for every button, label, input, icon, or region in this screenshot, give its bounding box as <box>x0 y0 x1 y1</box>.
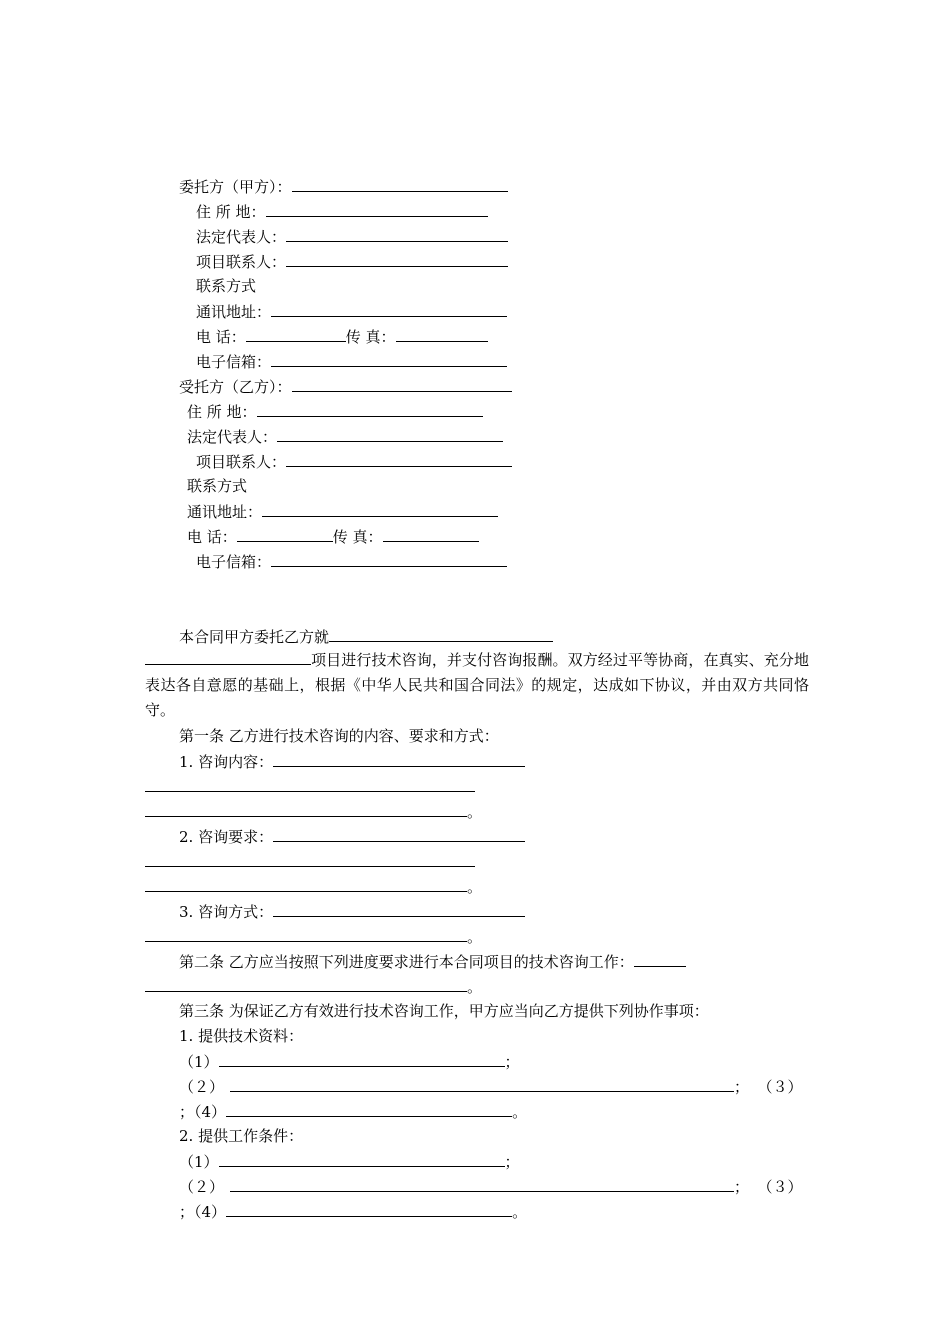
party-b-title: 受托方（乙方）： <box>179 376 512 396</box>
article-3-heading: 第三条 为保证乙方有效进行技术咨询工作，甲方应当向乙方提供下列协作事项： <box>179 1002 709 1020</box>
consult-requirement-field[interactable] <box>273 826 525 842</box>
party-b-email: 电子信箱： <box>196 551 507 571</box>
party-a-legal-rep: 法定代表人： <box>196 226 508 246</box>
party-a-legal-rep-field[interactable] <box>286 226 508 242</box>
progress-field-2[interactable] <box>145 976 467 992</box>
work-condition-2-3: （２） ； （３） <box>179 1178 803 1196</box>
intro-lead-line: 本合同甲方委托乙方就 <box>179 626 553 646</box>
article-1-item-3: 3. 咨询方式： <box>179 901 525 921</box>
article-3-sub-2: 2. 提供工作条件： <box>179 1127 304 1145</box>
article-1-heading: 第一条 乙方进行技术咨询的内容、要求和方式： <box>179 727 499 745</box>
party-b-phone-field[interactable] <box>237 526 333 542</box>
party-b-address: 住 所 地： <box>187 401 483 421</box>
party-b-mail-address: 通讯地址： <box>187 501 498 521</box>
party-a-contact-person: 项目联系人： <box>196 251 508 271</box>
work-condition-2-field[interactable] <box>230 1176 734 1192</box>
party-b-contact-method: 联系方式 <box>187 477 248 495</box>
tech-material-4-field[interactable] <box>226 1101 512 1117</box>
tech-material-3-4: ；（4） 。 <box>179 1103 528 1121</box>
party-b-address-field[interactable] <box>257 401 483 417</box>
party-a-contact-method: 联系方式 <box>196 277 257 295</box>
party-b-contact-person: 项目联系人： <box>196 451 512 471</box>
consult-content-field-3[interactable] <box>145 801 467 817</box>
tech-material-1-field[interactable] <box>219 1051 505 1067</box>
consult-content-line-3: 。 <box>145 801 482 821</box>
tech-material-1: （1） ； <box>179 1053 520 1071</box>
consult-method-line-2: 。 <box>145 926 482 946</box>
work-condition-4-field[interactable] <box>226 1201 512 1217</box>
party-a-mail-address-field[interactable] <box>271 301 507 317</box>
party-a-name-field[interactable] <box>292 176 508 192</box>
consult-requirement-line-3: 。 <box>145 876 482 896</box>
party-a-phone-field[interactable] <box>246 326 346 342</box>
party-a-email: 电子信箱： <box>196 351 507 371</box>
tech-material-2-3: （２） ； （３） <box>179 1078 803 1096</box>
work-condition-1-field[interactable] <box>219 1151 505 1167</box>
party-b-contact-person-field[interactable] <box>286 451 512 467</box>
consult-content-field-2[interactable] <box>145 776 475 792</box>
progress-line-2: 。 <box>145 976 482 996</box>
party-b-email-field[interactable] <box>271 551 507 567</box>
party-b-legal-rep-field[interactable] <box>277 426 503 442</box>
consult-content-field[interactable] <box>273 751 525 767</box>
party-b-name-field[interactable] <box>292 376 512 392</box>
party-b-fax-field[interactable] <box>383 526 479 542</box>
party-a-title: 委托方（甲方）： <box>179 176 508 196</box>
party-a-address-field[interactable] <box>266 201 488 217</box>
intro-project-field-cont[interactable] <box>145 649 311 665</box>
intro-paragraph: 项目进行技术咨询，并支付咨询报酬。双方经过平等协商，在真实、充分地表达各自意愿的基础上，根据《中华人民共和国合同法》的规定，达成如下协议，并由双方共同恪守。 <box>145 651 809 719</box>
consult-requirement-field-2[interactable] <box>145 851 475 867</box>
party-a-fax-field[interactable] <box>396 326 488 342</box>
work-condition-3-4: ；（4） 。 <box>179 1203 528 1221</box>
consult-content-line-2 <box>145 776 475 796</box>
party-a-mail-address: 通讯地址： <box>196 301 507 321</box>
party-a-contact-person-field[interactable] <box>286 251 508 267</box>
consult-requirement-field-3[interactable] <box>145 876 467 892</box>
party-a-address: 住 所 地： <box>196 201 488 221</box>
party-b-mail-address-field[interactable] <box>262 501 498 517</box>
article-1-item-2: 2. 咨询要求： <box>179 826 525 846</box>
intro-project-field[interactable] <box>329 626 553 642</box>
tech-material-2-field[interactable] <box>230 1076 734 1092</box>
party-a-email-field[interactable] <box>271 351 507 367</box>
consult-requirement-line-2 <box>145 851 475 871</box>
party-a-phone-fax: 电 话： 传 真： <box>196 326 488 346</box>
consult-method-field-2[interactable] <box>145 926 467 942</box>
party-b-legal-rep: 法定代表人： <box>187 426 503 446</box>
article-1-item-1: 1. 咨询内容： <box>179 751 525 771</box>
article-2-heading: 第二条 乙方应当按照下列进度要求进行本合同项目的技术咨询工作： <box>179 951 686 971</box>
progress-field[interactable] <box>634 951 686 967</box>
work-condition-1: （1） ； <box>179 1153 520 1171</box>
article-3-sub-1: 1. 提供技术资料： <box>179 1027 304 1045</box>
consult-method-field[interactable] <box>273 901 525 917</box>
party-b-phone-fax: 电 话： 传 真： <box>187 526 479 546</box>
